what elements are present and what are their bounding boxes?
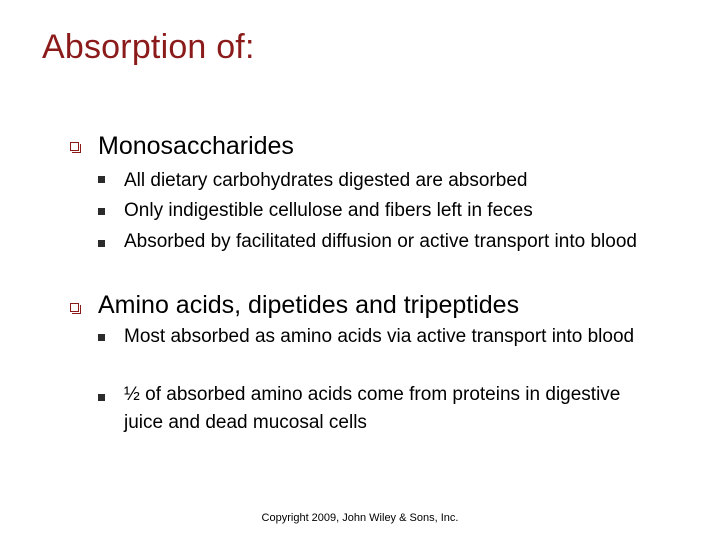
list-item: Most absorbed as amino acids via active transport into blood — [124, 326, 635, 347]
filled-square-icon — [98, 394, 105, 401]
hollow-square-icon — [70, 303, 79, 312]
hollow-square-icon — [70, 142, 79, 151]
filled-square-icon — [98, 240, 105, 247]
section-heading: Amino acids, dipetides and tripeptides — [98, 291, 520, 319]
list-item: ½ of absorbed amino acids come from proteins in digestive juice and dead mucosal cells — [124, 384, 621, 433]
list-item: Absorbed by facilitated diffusion or active transport into blood — [124, 231, 637, 252]
filled-square-icon — [98, 176, 105, 183]
slide-title: Absorption of: — [42, 28, 255, 66]
filled-square-icon — [98, 208, 105, 215]
list-item: All dietary carbohydrates digested are absorbed — [124, 170, 528, 191]
list-item: Only indigestible cellulose and fibers left in feces — [124, 200, 533, 221]
section-heading: Monosaccharides — [98, 132, 294, 160]
filled-square-icon — [98, 334, 105, 341]
copyright-footer: Copyright 2009, John Wiley & Sons, Inc. — [261, 512, 459, 524]
